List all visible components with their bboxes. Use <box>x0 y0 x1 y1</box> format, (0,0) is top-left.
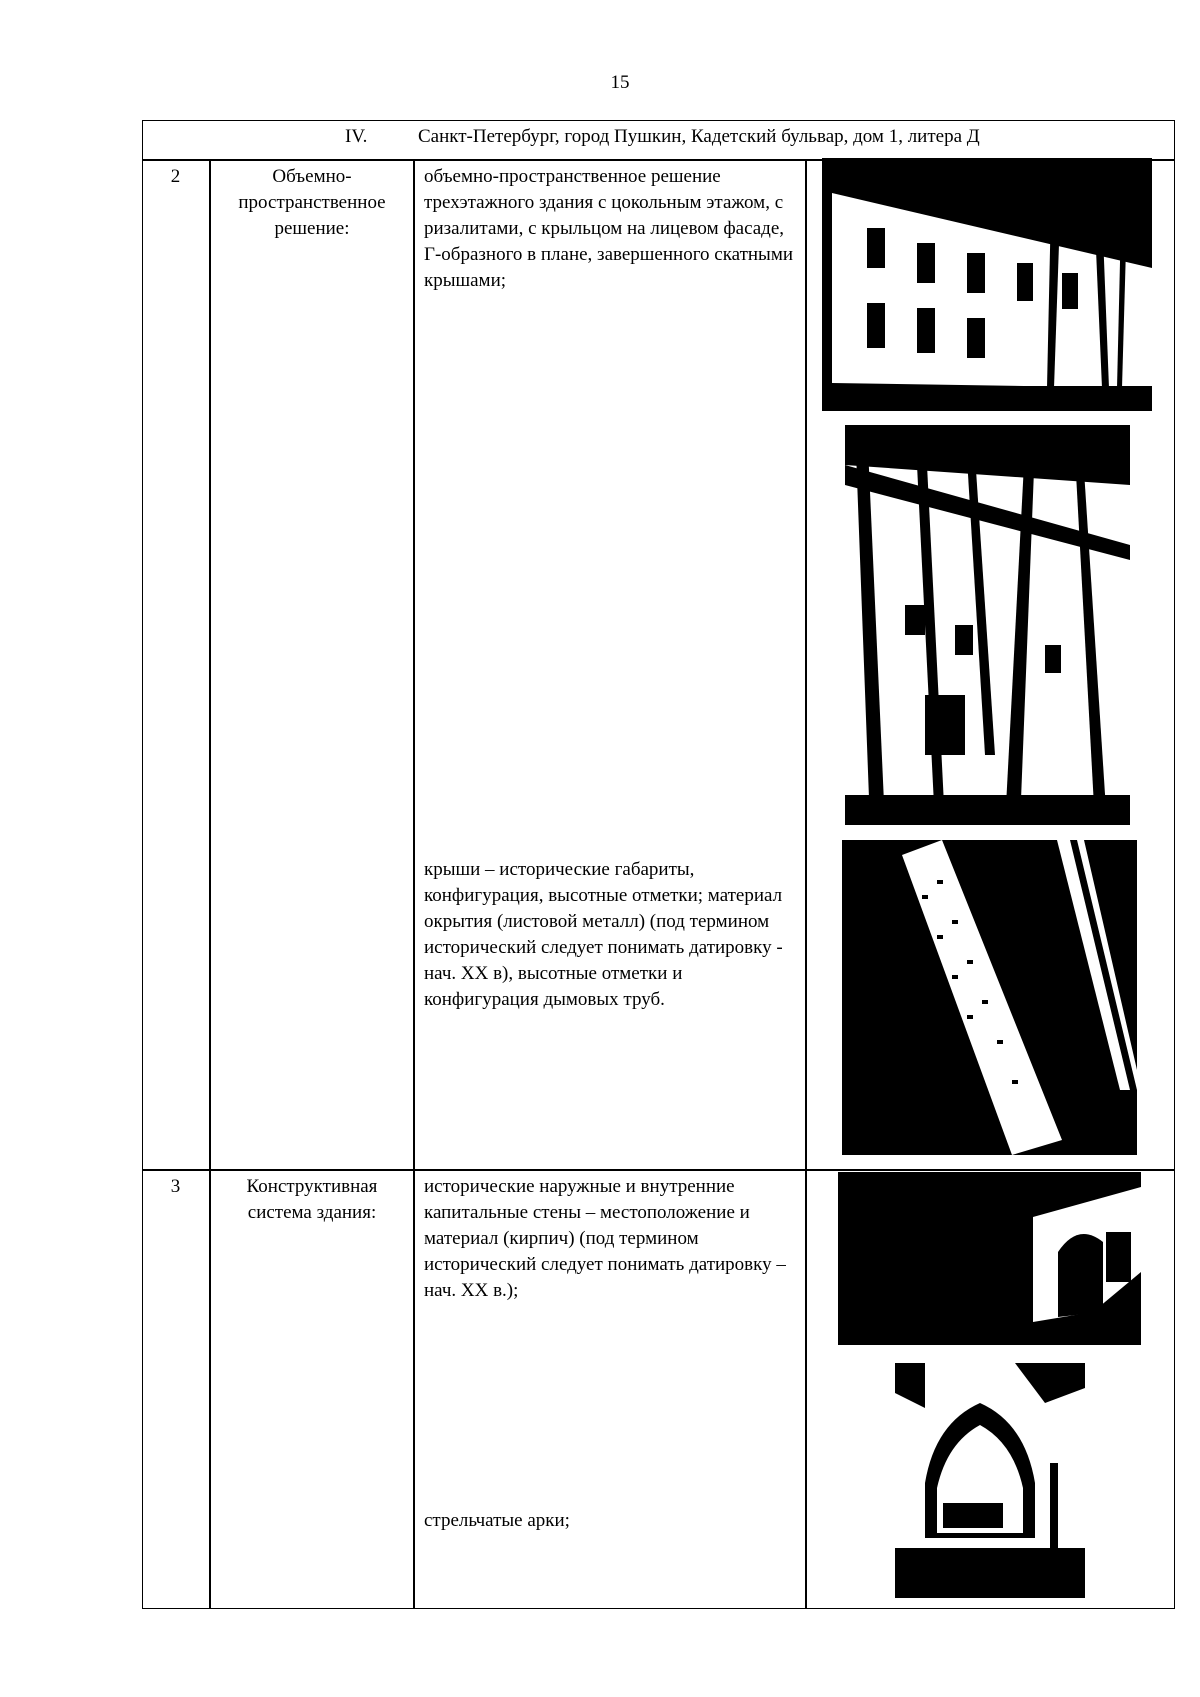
row-name: Объемно-пространственное решение: <box>238 166 386 239</box>
facade-photo <box>822 158 1152 411</box>
row-name: Конструктивная система здания: <box>246 1176 378 1223</box>
row-text-1: объемно-пространственное решение трехэтажного здания с цокольным этажом, с ризалитами, с крыльцом на лицевом фасаде, Г-образного в плане, завершенного скатными крышами; <box>424 166 794 291</box>
row-text-2: крыши – исторические габариты, конфигурация, высотные отметки; материал окрытия (листовой металл) (под термином исторический следует понимать датировку - нач. XX в), высотные отметки и конфигурация дымовых труб. <box>424 859 783 1010</box>
section-number: IV. <box>345 126 368 147</box>
building-trees-photo <box>845 425 1130 825</box>
wall-photo <box>838 1172 1141 1345</box>
row-text-1: исторические наружные и внутренние капитальные стены – местоположение и материал (кирпич) (под термином исторический следует понимать датировку – нач. XX в.); <box>424 1176 786 1301</box>
pointed-arch-photo <box>895 1363 1085 1598</box>
col-divider-3 <box>805 159 807 1609</box>
row-text-2: стрельчатые арки; <box>424 1510 570 1531</box>
row-number: 3 <box>170 1176 181 1197</box>
col-divider-1 <box>209 159 211 1609</box>
page-number: 15 <box>610 72 630 93</box>
address-title: Санкт-Петербург, город Пушкин, Кадетский бульвар, дом 1, литера Д <box>418 126 980 147</box>
col-divider-2 <box>413 159 415 1609</box>
row-number: 2 <box>170 166 181 187</box>
roof-aerial-photo <box>842 840 1137 1155</box>
row-divider <box>142 1169 1175 1171</box>
